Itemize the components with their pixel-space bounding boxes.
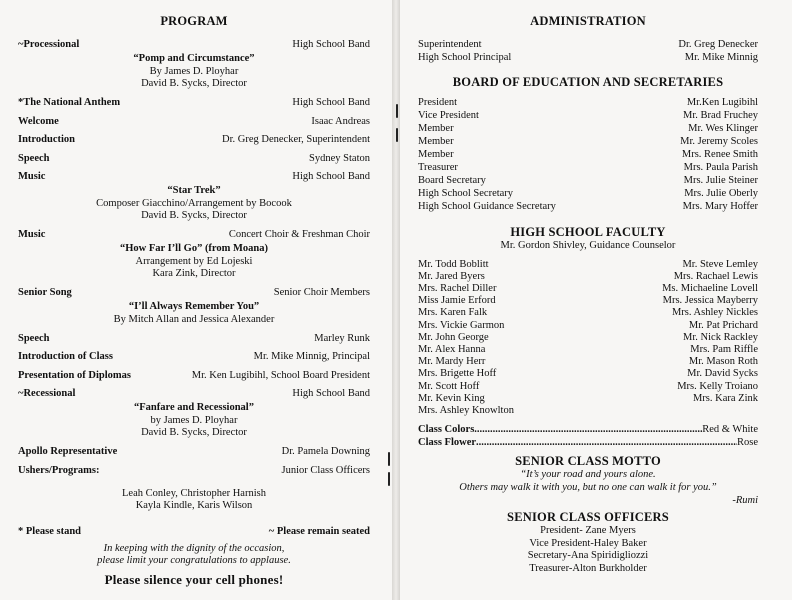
program-item-label: Music xyxy=(18,229,46,240)
officer-entry: Secretary-Ana Spiridigliozzi xyxy=(527,550,649,562)
program-item-label: ~Recessional xyxy=(18,388,76,399)
administration-name: Dr. Greg Denecker xyxy=(678,39,758,50)
administration-page xyxy=(400,0,792,600)
program-item-performer: High School Band xyxy=(292,39,370,50)
board-name: Mrs. Julie Oberly xyxy=(684,188,758,199)
program-item-label: Speech xyxy=(18,152,50,164)
board-name: Mr.Ken Lugibihl xyxy=(686,97,758,108)
faculty-member: Mr. Jared Byers xyxy=(418,270,485,282)
piece-credit: Composer Giacchino/Arrangement by Bocook xyxy=(96,197,292,209)
class-colors-label: Class Colors xyxy=(418,424,475,436)
program-item-performer: Marley Runk xyxy=(314,332,370,344)
faculty-member: Mrs. Rachel Diller xyxy=(418,282,497,294)
program-item xyxy=(18,38,370,51)
page-fold xyxy=(392,0,400,600)
dignity-line-2: please limit your congratulations to applause. xyxy=(97,555,291,566)
board-row xyxy=(418,187,758,200)
program-item xyxy=(18,464,370,477)
scan-mark xyxy=(388,472,390,486)
program-item-performer: High School Band xyxy=(292,97,370,108)
faculty-right-column xyxy=(662,259,758,418)
program-item xyxy=(18,286,370,299)
piece-credit: Arrangement by Ed Lojeski xyxy=(135,255,253,267)
program-item-performer: Senior Choir Members xyxy=(273,287,370,298)
scan-mark xyxy=(388,452,390,466)
faculty-member: Mrs. Jessica Mayberry xyxy=(662,295,758,307)
program-item-label: Apollo Representative xyxy=(18,446,118,457)
piece-credit: David B. Sycks, Director xyxy=(141,78,247,89)
class-colors-row xyxy=(418,423,758,436)
board-row xyxy=(418,135,758,148)
faculty-member: Mrs. Ashley Nickles xyxy=(671,307,758,319)
faculty-member: Mr. David Sycks xyxy=(687,368,758,380)
piece-credit: David B. Sycks, Director xyxy=(141,427,247,438)
remain-seated-note: ~ Please remain seated xyxy=(268,525,370,537)
guidance-counselor: Mr. Gordon Shivley, Guidance Counselor xyxy=(500,240,676,251)
stand-note-row xyxy=(18,525,370,538)
board-name: Mr. Wes Klinger xyxy=(688,123,758,134)
program-item-label: ~Processional xyxy=(18,39,80,50)
program-item-label: Ushers/Programs: xyxy=(18,464,100,476)
program-item-label: Introduction of Class xyxy=(18,351,113,362)
administration-role: Superintendent xyxy=(418,39,482,50)
program-item-performer: Dr. Pamela Downing xyxy=(281,446,370,457)
board-role: Board Secretary xyxy=(418,175,486,186)
faculty-member: Mrs. Rachael Lewis xyxy=(673,270,758,282)
program-title: PROGRAM xyxy=(160,14,228,28)
board-row xyxy=(418,122,758,135)
officer-entry: Treasurer-Alton Burkholder xyxy=(529,562,647,574)
class-flower-value: Rose xyxy=(737,437,758,449)
faculty-member: Mrs. Kara Zink xyxy=(692,392,758,404)
faculty-member: Mr. Todd Boblitt xyxy=(418,258,489,270)
piece-credit: By Mitch Allan and Jessica Alexander xyxy=(113,313,275,325)
motto-title: SENIOR CLASS MOTTO xyxy=(515,454,661,469)
faculty-title: HIGH SCHOOL FACULTY xyxy=(510,225,666,239)
board-row xyxy=(418,96,758,109)
board-row xyxy=(418,174,758,187)
board-role: High School Secretary xyxy=(418,188,514,199)
board-role: Treasurer xyxy=(418,162,458,173)
program-list xyxy=(18,38,370,477)
usher-names-2: Kayla Kindle, Karis Wilson xyxy=(135,500,253,511)
board-name: Mrs. Renee Smith xyxy=(681,149,758,160)
class-colors-value: Red & White xyxy=(702,424,758,436)
faculty-member: Mr. Kevin King xyxy=(418,392,485,404)
program-item xyxy=(18,170,370,183)
faculty-member: Mr. Nick Rackley xyxy=(683,331,758,343)
program-item xyxy=(18,350,370,363)
board-row xyxy=(418,109,758,122)
program-item-performer: Mr. Mike Minnig, Principal xyxy=(253,351,370,362)
piece-credit: by James D. Ployhar xyxy=(150,414,238,426)
piece-title: “I’ll Always Remember You” xyxy=(128,301,260,312)
faculty-member: Mr. Pat Prichard xyxy=(688,319,758,331)
board-list xyxy=(418,96,758,213)
program-item-label: Welcome xyxy=(18,115,59,127)
program-item xyxy=(18,133,370,146)
program-item xyxy=(18,387,370,400)
dignity-line-1: In keeping with the dignity of the occasion, xyxy=(103,542,285,554)
program-item xyxy=(18,228,370,241)
piece-credit: David B. Sycks, Director xyxy=(141,210,247,221)
administration-list xyxy=(418,38,758,64)
motto-attribution: -Rumi xyxy=(732,495,758,507)
faculty-member: Mrs. Brigette Hoff xyxy=(418,368,497,380)
board-row xyxy=(418,161,758,174)
administration-row xyxy=(418,51,758,64)
piece-credit: By James D. Ployhar xyxy=(149,65,239,77)
scan-mark xyxy=(396,104,398,118)
board-name: Mrs. Julie Steiner xyxy=(683,175,758,186)
piece-title: “How Far I’ll Go” (from Moana) xyxy=(119,243,269,254)
program-item-performer: Concert Choir & Freshman Choir xyxy=(228,229,370,240)
faculty-member: Mr. Steve Lemley xyxy=(682,258,758,270)
class-flower-row xyxy=(418,436,758,449)
officer-entry: President- Zane Myers xyxy=(540,525,636,537)
usher-names-1: Leah Conley, Christopher Harnish xyxy=(122,487,266,499)
officer-entry: Vice President-Haley Baker xyxy=(529,537,647,549)
motto-line-2: Others may walk it with you, but no one can walk it for you.” xyxy=(459,481,717,493)
program-item xyxy=(18,96,370,109)
faculty-member: Mrs. Ashley Knowlton xyxy=(418,404,514,416)
program-item-label: Senior Song xyxy=(18,287,72,298)
program-item-performer: High School Band xyxy=(292,171,370,182)
board-role: Member xyxy=(418,123,454,134)
board-name: Mrs. Paula Parish xyxy=(683,162,758,173)
board-name: Mr. Brad Fruchey xyxy=(683,110,758,121)
board-name: Mrs. Mary Hoffer xyxy=(682,201,758,212)
administration-name: Mr. Mike Minnig xyxy=(684,52,758,63)
program-item xyxy=(18,115,370,128)
board-name: Mr. Jeremy Scoles xyxy=(680,136,758,147)
silence-phones-note: Please silence your cell phones! xyxy=(104,571,284,587)
board-row xyxy=(418,200,758,213)
program-item xyxy=(18,445,370,458)
faculty-member: Mr. Mason Roth xyxy=(688,356,758,368)
program-item xyxy=(18,369,370,382)
program-item xyxy=(18,332,370,345)
faculty-member: Mrs. Kelly Troiano xyxy=(677,380,758,392)
program-item-performer: Isaac Andreas xyxy=(311,115,370,127)
piece-title: “Fanfare and Recessional” xyxy=(134,402,254,413)
faculty-member: Mrs. Vickie Garmon xyxy=(418,319,505,331)
program-item-label: Introduction xyxy=(18,134,75,145)
program-item-label: Speech xyxy=(18,332,50,344)
board-role: Member xyxy=(418,149,454,160)
program-item-label: *The National Anthem xyxy=(18,97,121,108)
faculty-member: Miss Jamie Erford xyxy=(418,295,496,307)
board-role: Vice President xyxy=(418,110,479,121)
program-item-performer: High School Band xyxy=(292,388,370,399)
program-item xyxy=(18,152,370,165)
program-item-performer: Mr. Ken Lugibihl, School Board President xyxy=(191,369,370,381)
administration-role: High School Principal xyxy=(418,52,512,63)
piece-title: “Star Trek” xyxy=(167,185,221,196)
faculty-member: Mr. Mardy Herr xyxy=(418,356,486,368)
piece-credit: Kara Zink, Director xyxy=(152,268,236,279)
program-item-label: Presentation of Diplomas xyxy=(18,369,131,381)
faculty-left-column xyxy=(418,259,514,418)
board-role: President xyxy=(418,97,458,108)
officers-title: SENIOR CLASS OFFICERS xyxy=(507,510,669,525)
program-item-performer: Junior Class Officers xyxy=(281,464,370,476)
faculty-member: Mr. John George xyxy=(418,331,489,343)
administration-title: ADMINISTRATION xyxy=(530,14,646,28)
board-role: Member xyxy=(418,136,454,147)
officers-list xyxy=(418,525,758,575)
faculty-member: Mrs. Karen Falk xyxy=(418,307,488,319)
piece-title: “Pomp and Circumstance” xyxy=(133,53,255,64)
faculty-member: Mr. Scott Hoff xyxy=(418,380,480,392)
board-role: High School Guidance Secretary xyxy=(418,201,556,212)
please-stand-note: * Please stand xyxy=(18,525,81,537)
program-item-performer: Dr. Greg Denecker, Superintendent xyxy=(222,134,370,145)
program-item-performer: Sydney Staton xyxy=(309,152,370,164)
board-title: BOARD OF EDUCATION AND SECRETARIES xyxy=(452,75,724,89)
motto-line-1: “It’s your road and yours alone. xyxy=(520,469,656,481)
faculty-columns xyxy=(418,259,758,418)
administration-row xyxy=(418,38,758,51)
program-page xyxy=(0,0,392,600)
faculty-member: Mrs. Pam Riffle xyxy=(690,343,758,355)
scan-mark xyxy=(396,128,398,142)
program-item-label: Music xyxy=(18,171,46,182)
class-flower-label: Class Flower xyxy=(418,437,477,449)
faculty-member: Mr. Alex Hanna xyxy=(418,343,486,355)
faculty-member: Ms. Michaeline Lovell xyxy=(662,282,758,294)
board-row xyxy=(418,148,758,161)
